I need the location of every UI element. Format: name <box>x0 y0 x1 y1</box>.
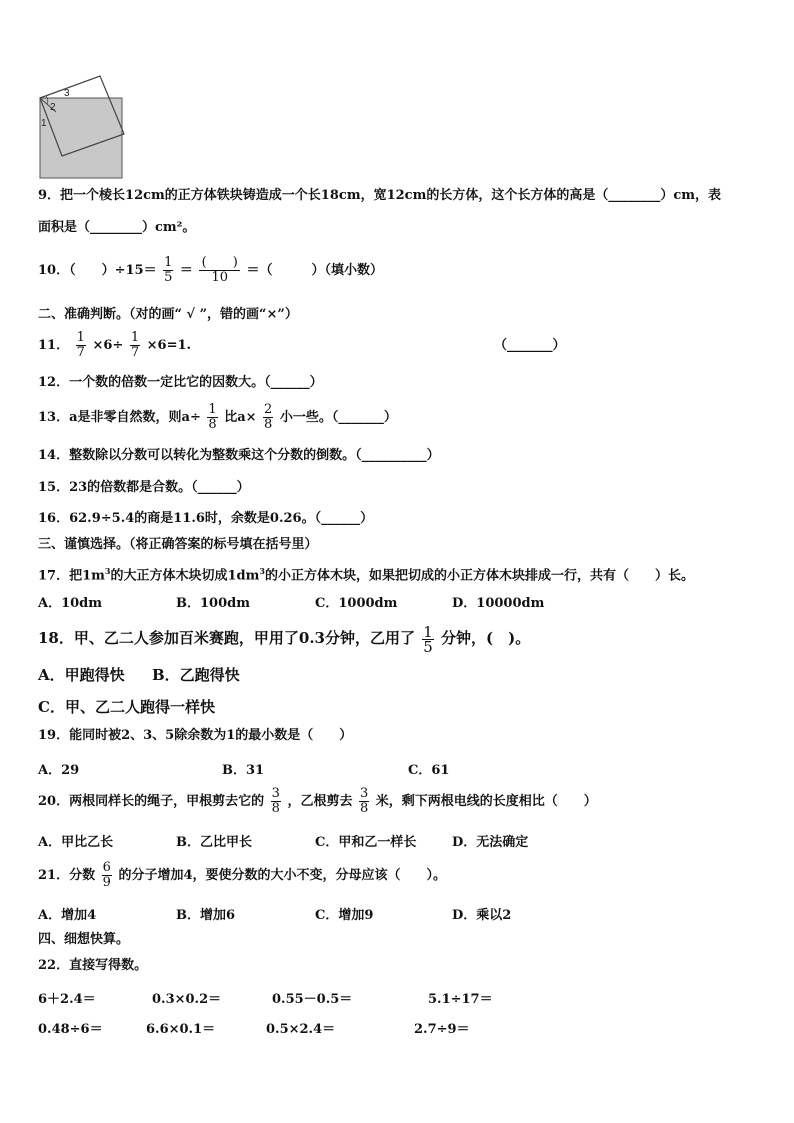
q10-eq: ＝ <box>179 263 193 278</box>
q17-option-d[interactable]: D．10000dm <box>452 596 545 611</box>
q21-f-num: 6 <box>102 860 111 875</box>
angle-label-2: 2 <box>50 102 56 113</box>
q18-suffix: 分钟，( )。 <box>441 629 531 647</box>
q10-fraction-1 <box>163 256 173 285</box>
q13-f1-num: 1 <box>208 402 217 417</box>
q13-f2-den: 8 <box>264 417 273 432</box>
q20-option-a[interactable]: A．甲比乙长 <box>38 835 114 850</box>
q13 <box>38 400 764 436</box>
q13-prefix: 13．a是非零自然数，则a÷ <box>38 410 201 425</box>
q13-mid: 比a× <box>224 410 257 425</box>
q13-suffix: 小一些。（_______） <box>279 410 397 425</box>
q20-fraction-2 <box>359 787 369 816</box>
q13-fraction-2 <box>263 403 273 432</box>
q18-fraction <box>422 622 434 656</box>
q18-option-c[interactable]: C．甲、乙二人跑得一样快 <box>38 698 215 716</box>
q17-text-c: 的小正方体木块，如果把切成的小正方体木块排成一行，共有（ ）长。 <box>264 568 694 584</box>
q21-prefix: 21．分数 <box>38 868 96 883</box>
q11-answer-blank[interactable]: （_______） <box>494 338 566 353</box>
q17-option-a[interactable]: A．10dm <box>38 596 103 611</box>
q17-text-b: 的大正方体木块切成1dm <box>110 568 260 584</box>
q20-f1-den: 8 <box>271 801 280 816</box>
q17-option-b[interactable]: B．100dm <box>176 596 250 611</box>
q10-suffix: ＝（ ）（填小数） <box>246 263 384 278</box>
q20-f1-num: 3 <box>271 786 280 801</box>
q21-option-d[interactable]: D．乘以2 <box>452 908 512 923</box>
q19: 19．能同时被2、3、5除余数为1的最小数是（ ） <box>38 728 353 743</box>
q21-suffix: 的分子增加4，要使分数的大小不变，分母应该（ ）。 <box>118 868 446 883</box>
q9-line2: 面积是（________）cm²。 <box>38 220 196 235</box>
q18 <box>38 620 764 656</box>
angle-label-3: 3 <box>64 88 70 99</box>
q16: 16．62.9÷5.4的商是11.6时，余数是0.26。（______） <box>38 511 374 526</box>
q18-option-b[interactable]: B．乙跑得快 <box>152 666 240 684</box>
q20-option-d[interactable]: D．无法确定 <box>452 835 529 850</box>
q20-fraction-1 <box>271 787 281 816</box>
q17-sup-1: 3 <box>104 566 111 576</box>
q19-option-a[interactable]: A．29 <box>38 763 80 778</box>
q11-mid: ×6÷ <box>92 338 124 353</box>
q10 <box>38 255 764 287</box>
q20 <box>38 784 764 820</box>
q21-option-c[interactable]: C．增加9 <box>315 908 374 923</box>
q21-option-b[interactable]: B．增加6 <box>176 908 236 923</box>
q17 <box>38 561 764 586</box>
q18-prefix: 18．甲、乙二人参加百米赛跑，甲用了0.3分钟，乙用了 <box>38 629 415 647</box>
section-4-heading: 四、细想快算。 <box>38 932 130 947</box>
q21 <box>38 858 764 894</box>
q18-f-num: 1 <box>423 622 433 641</box>
q10-prefix: 10．（ ）÷15＝ <box>38 263 157 278</box>
q22-item-1: 6＋2.4＝ <box>38 992 96 1007</box>
q10-frac2-num: ( ) <box>201 255 238 270</box>
q11-f2-num: 1 <box>130 330 140 345</box>
q19-option-b[interactable]: B．31 <box>222 763 265 778</box>
q18-option-a[interactable]: A．甲跑得快 <box>38 666 125 684</box>
q11-f1-num: 1 <box>76 330 85 345</box>
q21-fraction <box>102 861 112 890</box>
angle-label-1: 1 <box>41 118 47 129</box>
q17-sup-2: 3 <box>259 566 265 576</box>
section-2-heading: 二、准确判断。（对的画“ √ ”，错的画“×”） <box>38 307 298 322</box>
q22-item-4: 5.1÷17＝ <box>428 992 493 1007</box>
geometry-figure <box>36 72 128 182</box>
q11-f1-den: 7 <box>76 345 85 360</box>
q11-f2-den: 7 <box>130 345 140 360</box>
q20-f2-num: 3 <box>359 786 369 801</box>
q13-f2-num: 2 <box>264 402 273 417</box>
q17-text-a: 17．把1m <box>38 568 105 584</box>
q17-option-c[interactable]: C．1000dm <box>315 596 398 611</box>
q20-f2-den: 8 <box>359 801 369 816</box>
q20-option-c[interactable]: C．甲和乙一样长 <box>315 835 417 850</box>
q21-f-den: 9 <box>102 875 111 890</box>
q9-line1: 9．把一个棱长12cm的正方体铁块铸造成一个长18cm，宽12cm的长方体，这个长方体的高是（________）cm，表 <box>38 188 722 203</box>
q13-fraction-1 <box>207 403 217 432</box>
q10-fraction-2 <box>199 256 240 285</box>
q14: 14．整数除以分数可以转化为整数乘这个分数的倒数。（__________） <box>38 448 440 463</box>
q22-item-3: 0.55－0.5＝ <box>272 992 353 1007</box>
q11 <box>38 330 764 362</box>
q22-item-8: 2.7÷9＝ <box>414 1022 470 1037</box>
q21-option-a[interactable]: A．增加4 <box>38 908 97 923</box>
q20-prefix: 20．两根同样长的绳子，甲根剪去它的 <box>38 794 265 809</box>
q22-item-2: 0.3×0.2＝ <box>152 992 222 1007</box>
q10-frac1-num: 1 <box>164 255 173 270</box>
q20-option-b[interactable]: B．乙比甲长 <box>176 835 252 850</box>
q10-frac2-den: 10 <box>199 270 240 285</box>
q19-option-c[interactable]: C．61 <box>408 763 450 778</box>
q11-prefix: 11． <box>38 338 70 353</box>
q11-fraction-1 <box>76 331 86 360</box>
q18-f-den: 5 <box>423 637 433 656</box>
q12: 12．一个数的倍数一定比它的因数大。（______） <box>38 375 323 390</box>
q11-suffix: ×6=1. <box>146 338 192 353</box>
q20-mid: ，乙根剪去 <box>287 794 353 809</box>
q22-item-5: 0.48÷6＝ <box>38 1022 103 1037</box>
q13-f1-den: 8 <box>208 417 217 432</box>
q20-suffix: 米，剩下两根电线的长度相比（ ） <box>375 794 597 809</box>
q22-item-6: 6.6×0.1＝ <box>146 1022 216 1037</box>
q22-title: 22．直接写得数。 <box>38 958 148 973</box>
q15: 15．23的倍数都是合数。（______） <box>38 480 250 495</box>
section-3-heading: 三、谨慎选择。（将正确答案的标号填在括号里） <box>38 537 318 552</box>
q10-frac1-den: 5 <box>164 270 173 285</box>
q22-item-7: 0.5×2.4＝ <box>266 1022 336 1037</box>
q11-fraction-2 <box>130 331 140 360</box>
